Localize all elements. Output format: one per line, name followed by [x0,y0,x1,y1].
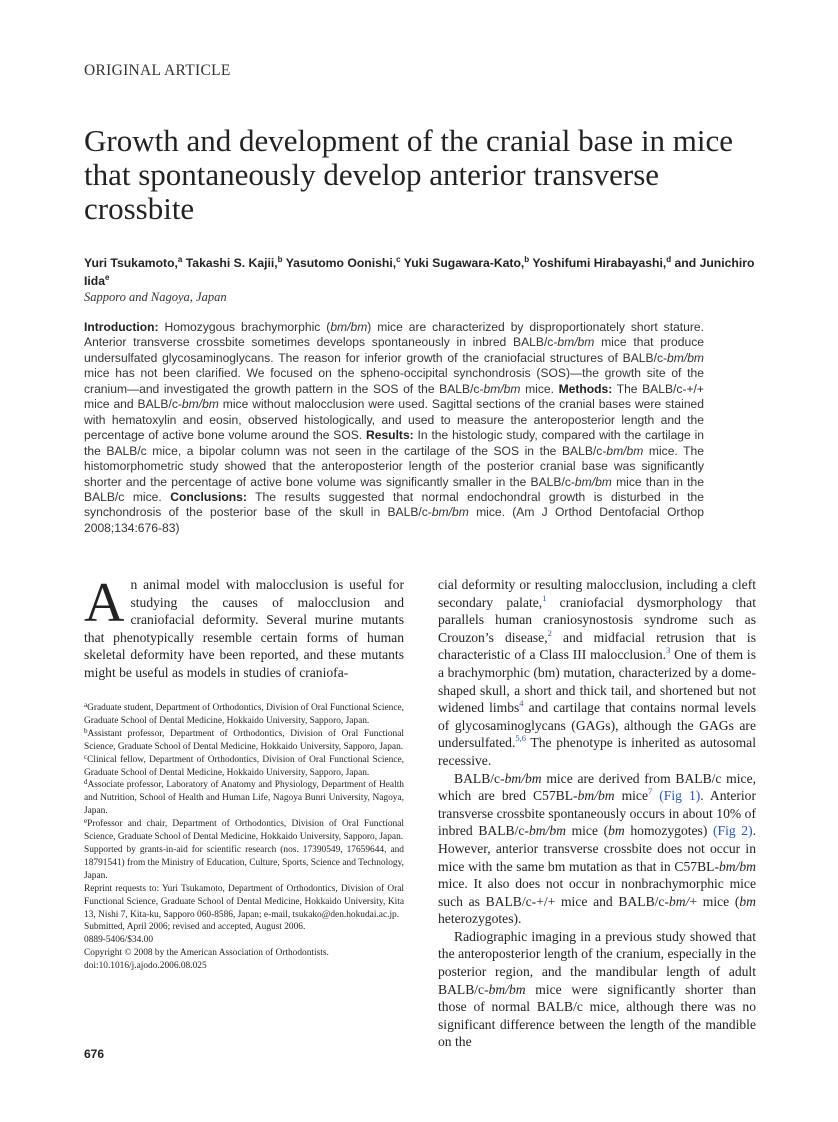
footnote-affiliation-c: $^c$Clinical fellow, Department of Orthodontics, Division of Oral Functional Science, Graduate School of Dental Medicine, Hokkaido University, Sapporo, Japan. [84,752,404,778]
paragraph-text: . However, anterior transverse crossbite does not occur in mice with the same bm mutation as that in C57BL- [438,823,756,874]
abstract-introduction-label: Introduction: [84,320,159,334]
section-label: ORIGINAL ARTICLE [84,62,231,79]
body-paragraph [438,576,756,770]
genotype: bm/bm [181,397,219,412]
abstract-results-label: Results: [366,428,414,443]
paragraph-text: . Anterior transverse crossbite spontaneously occurs in about 10% of inbred BALB/c- [438,788,756,839]
affiliation-mark: d [666,255,672,264]
genotype: bm/bm [431,505,469,520]
paragraph-text: mice are derived from BALB/c mice, which are bred C57BL- [438,770,756,804]
genotype: bm/bm [483,381,521,396]
footnote-support: Supported by grants-in-aid for scientific research (nos. 17390549, 17659644, and 18791541) from the Ministry of Education, Culture, Sports, Science and Technology, Japan. [84,844,404,881]
abstract-text: mice. [520,381,554,396]
abstract-text: The results suggested that normal endochondral growth is disturbed in the synchondrosis of the posterior base of the skull in BALB/c- [84,489,704,520]
intro-paragraph [84,572,404,682]
abstract-conclusions-label: Conclusions: [170,489,247,504]
paragraph-text: The phenotype is inherited as autosomal recessive. [438,735,756,768]
paragraph-text: n animal model with malocclusion is useful for studying the causes of malocclusion and craniofacial deformity. Several murine mutants that phenotypically resemble certain forms of human skeletal deformity have been reported, and these mutants might be useful as models in studies of craniofa- [84,577,404,680]
affiliation-mark: c [396,255,401,264]
genotype: bm/ [669,893,690,909]
author-list [84,254,764,290]
footnote-text: Clinical fellow, Department of Orthodontics, Division of Oral Functional Science, Graduate School of Dental Medicine, Hokkaido University, Sapporo, Japan. [84,754,404,778]
footnote-submitted: Submitted, April 2006; revised and accepted, August 2006. [84,922,306,933]
abstract-text: mice. The histomorphometric study showed that the anteroposterior length of the posterior cranial base was significantly shorter and the percentage of active bone volume was significantly smaller in the BALB/c- [84,443,704,489]
footnote-text: Graduate student, Department of Orthodontics, Division of Oral Functional Science, Graduate School of Dental Medicine, Hokkaido University, Sapporo, Japan. [84,703,404,726]
genotype: bm/bm [504,770,542,786]
author-name: Takashi S. Kajii, [185,256,278,270]
abstract-text: The BALB/c-+/+ mice and BALB/c- [84,381,704,412]
abstract-text: mice that produce undersulfated glycosaminoglycans. The reason for inferior growth of the craniofacial structures of BALB/c- [84,335,704,365]
paragraph-text: mice [614,788,649,804]
reference-link[interactable]: 7 [648,786,653,797]
abstract-text: ) mice are characterized by disproportionately short stature. Anterior transverse crossbite sometimes develops spontaneously in inbred BALB/c- [84,320,704,350]
footnote-affiliation-b: $^b$Assistant professor, Department of Orthodontics, Division of Oral Functional Science, Graduate School of Dental Medicine, Hokkaido University, Sapporo, Japan. [84,726,404,752]
paragraph-text: and cartilage that contains normal levels of glycosaminoglycans (GAGs), although the GAGs are undersulfated. [438,700,756,751]
paragraph-text: mice ( [565,823,609,839]
paragraph-text: mice were significantly shorter than those of normal BALB/c mice, although there was no significant difference between the length of the mandible on the [438,981,756,1050]
paragraph-text: + mice ( [689,893,740,909]
reference-link[interactable]: 4 [519,698,524,709]
body-column-right [438,576,756,1051]
affiliation-mark: a [177,255,183,264]
footnote-issn: 0889-5406/$34.00 [84,935,154,946]
paragraph-text: BALB/c- [454,770,505,786]
genotype: bm/bm [574,474,612,489]
footnote-affiliation-e: $^e$Professor and chair, Department of Orthodontics, Division of Oral Functional Science, Graduate School of Dental Medicine, Hokkaido University, Sapporo, Japan. [84,817,404,843]
paragraph-text: cial deformity or resulting malocclusion, including a cleft secondary palate, [438,577,756,610]
abstract-text: Homozygous brachymorphic ( [164,320,331,334]
figure-link[interactable]: (Fig 1) [659,788,701,804]
author-name: and Junichiro Iida [84,256,755,288]
footnote-affiliation-d: $^d$Associate professor, Laboratory of Anatomy and Physiology, Department of Health and Nutrition, School of Health and Human Life, Nagoya Bunri University, Nagoya, Japan. [84,778,404,817]
genotype: bm/bm [557,335,595,350]
abstract-text: mice than in the BALB/c mice. [84,474,704,504]
article-title: Growth and development of the cranial base in mice that spontaneously develop anterior transverse crossbite [84,123,734,226]
genotype: bm/bm [528,823,566,839]
abstract [84,320,704,536]
paragraph-text: homozygotes) [624,823,708,839]
affiliation-mark: b [524,255,530,264]
page-number: 676 [84,1047,105,1061]
body-paragraph [438,928,756,1051]
genotype: bm/bm [718,858,756,874]
author-location: Sapporo and Nagoya, Japan [84,290,227,304]
figure-link[interactable]: (Fig 2) [713,823,753,839]
author-name: Yasutomo Oonishi, [285,256,397,270]
abstract-text: mice has not been clarified. We focused on the spheno-occipital synchondrosis (SOS)—the growth site of the cranium—and investigated the growth pattern in the SOS of the BALB/c- [84,366,704,396]
reference-link[interactable]: 2 [547,627,552,638]
paragraph-text: Radiographic imaging in a previous study showed that the anteroposterior length of the cranium, especially in the posterior region, and the mandibular length of adult BALB/c- [438,928,756,997]
genotype: bm/bm [330,320,368,334]
footnote-doi: doi:10.1016/j.ajodo.2006.08.025 [84,961,207,972]
author-name: Yuri Tsukamoto, [84,256,178,270]
paragraph-text: and midfacial retrusion that is characteristic of a Class III malocclusion. [438,629,756,663]
footnote-reprint: Reprint requests to: Yuri Tsukamoto, Department of Orthodontics, Division of Oral Functional Science, Graduate School of Dental Medicine, Hokkaido University, Kita 13, Nishi 7, Kita-ku, Sapporo 060-8586, Japan; e-mail, tsukako@den.hokudai.ac.jp. [84,883,404,920]
footnote-affiliation-a: $^a$Graduate student, Department of Orthodontics, Division of Oral Functional Science, Graduate School of Dental Medicine, Hokkaido University, Sapporo, Japan. [84,701,404,726]
body-column-left [84,572,404,682]
paragraph-text: craniofacial dysmorphology that parallels human craniosynostosis syndrome such as Crouzon’s disease, [438,594,756,645]
genotype: bm/bm [577,788,615,804]
abstract-text: mice. (Am J Orthod Dentofacial Orthop 2008;134:676-83) [84,505,705,535]
author-name: Yoshifumi Hirabayashi, [532,256,667,270]
affiliation-mark: b [277,255,283,264]
body-paragraph [438,770,756,928]
footnote-text: Professor and chair, Department of Orthodontics, Division of Oral Functional Science, Graduate School of Dental Medicine, Hokkaido University, Sapporo, Japan. [84,819,404,843]
footnote-copyright: Copyright © 2008 by the American Association of Orthodontists. [84,948,329,959]
affiliation-mark: e [105,273,110,282]
genotype: bm/bm [488,981,526,997]
genotype: bm/bm [606,443,644,458]
genotype: bm [608,823,625,839]
genotype: bm/bm [667,350,704,365]
reference-link[interactable]: 5,6 [515,733,527,744]
abstract-methods-label: Methods: [558,381,613,396]
author-name: Yuki Sugawara-Kato, [403,256,525,270]
footnote-text: Associate professor, Laboratory of Anatomy and Physiology, Department of Health and Nutrition, School of Health and Human Life, Nagoya Bunri University, Nagoya, Japan. [84,780,404,817]
paragraph-text: mice. It also does not occur in nonbrachymorphic mice such as BALB/c-+/+ mice and BALB/c- [438,876,756,909]
reference-link[interactable]: 1 [542,592,547,603]
genotype: bm [739,893,756,909]
paragraph-text: One of them is a brachymorphic (bm) mutation, characterized by a dome-shaped skull, a short and thick tail, and shortened but not widened limbs [438,647,756,716]
drop-cap: A [84,572,125,634]
footnote-text: Assistant professor, Department of Orthodontics, Division of Oral Functional Science, Graduate School of Dental Medicine, Hokkaido University, Sapporo, Japan. [84,728,404,752]
footnotes [84,702,404,973]
paragraph-text: heterozygotes). [438,911,522,927]
abstract-text: In the histologic study, compared with the cartilage in the BALB/c mice, a bipolar column was not seen in the cartilage of the SOS in the BALB/c- [84,428,704,458]
abstract-text: mice without malocclusion were used. Sagittal sections of the cranial bases were stained with hematoxylin and eosin, observed histologically, and used to measure the anteroposterior length and the percentage of active bone volume around the SOS. [84,397,704,443]
reference-link[interactable]: 3 [666,645,671,656]
